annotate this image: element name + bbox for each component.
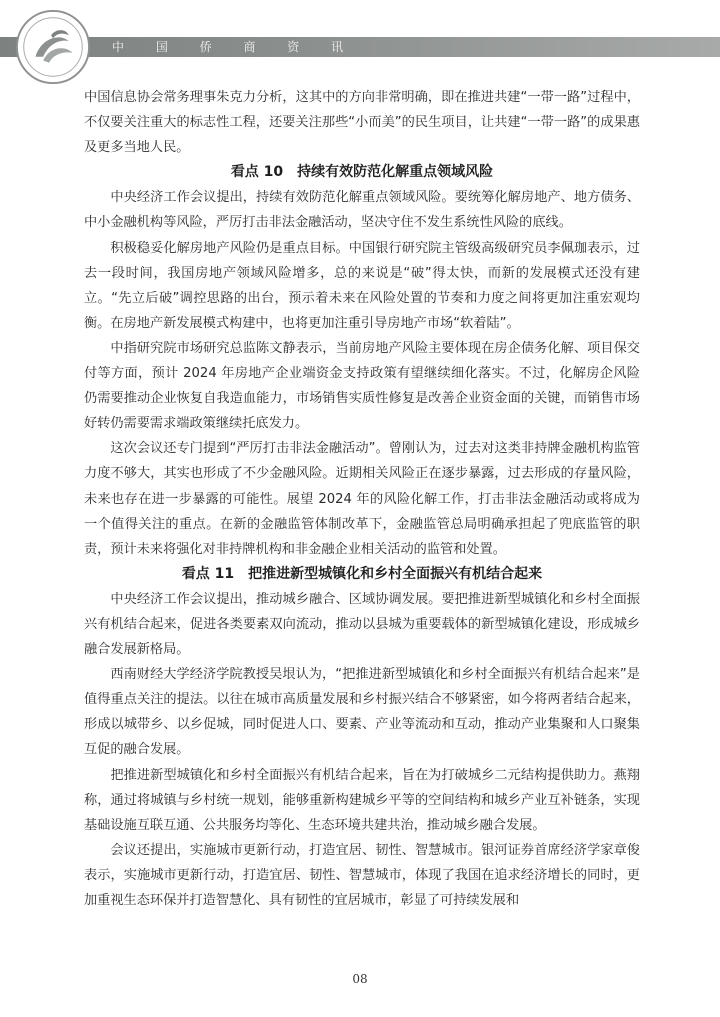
header-title: 中 国 侨 商 资 讯: [112, 40, 358, 54]
paragraph: 这次会议还专门提到“严厉打击非法金融活动”。曾刚认为，过去对这类非持牌金融机构监管力度不够大，其实也形成了不少金融风险。近期相关风险正在逐步暴露，过去形成的存量风险，未来也存在进一步暴露的可能性。展望 2024 年的风险化解工作，打击非法金融活动或将成为一个值得关注的重点。在新的金融监管体制改革下，金融监管总局明确承担起了兜底监管的职责，预计未来将强化对非持牌机构和非金融企业相关活动的监管和处置。: [84, 441, 640, 557]
paragraph: 中指研究院市场研究总监陈文静表示，当前房地产风险主要体现在房企债务化解、项目保交付等方面，预计 2024 年房地产企业端资金支持政策有望继续细化落实。不过，化解房企风险仍需要推动企业恢复自我造血能力，市场销售实质性修复是改善企业资金面的关键，而销售市场好转仍需要需求端政策继续托底发力。: [84, 340, 640, 432]
section-heading: 看点 11 把推进新型城镇化和乡村全面振兴有机结合起来: [181, 565, 543, 582]
paragraph: 中央经济工作会议提出，持续有效防范化解重点领域风险。要统筹化解房地产、地方债务、中小金融机构等风险，严厉打击非法金融活动，坚决守住不发生系统性风险的底线。: [84, 190, 640, 231]
paragraph: 中国信息协会常务理事朱克力分析，这其中的方向非常明确，即在推进共建“一带一路”过程中，不仅要关注重大的标志性工程，还要关注那些“小而美”的民生项目，让共建“一带一路”的成果惠及更多当地人民。: [84, 90, 640, 156]
paragraph: 中央经济工作会议提出，推动城乡融合、区域协调发展。要把推进新型城镇化和乡村全面振兴有机结合起来，促进各类要素双向流动，推动以县城为重要载体的新型城镇化建设，形成城乡融合发展新格局。: [84, 591, 640, 658]
paragraph: 西南财经大学经济学院教授吴垠认为，“把推进新型城镇化和乡村全面振兴有机结合起来”是值得重点关注的提法。以往在城市高质量发展和乡村振兴结合不够紧密，如今将两者结合起来，形成以城带乡、以乡促城，同时促进人口、要素、产业等流动和互动，推动产业集聚和人口聚集互促的融合发展。: [84, 667, 640, 758]
header-band: [0, 37, 720, 57]
article-body: [84, 85, 640, 913]
paragraph: 会议还提出，实施城市更新行动，打造宜居、韧性、智慧城市。银河证券首席经济学家章俊表示，实施城市更新行动，打造宜居、韧性、智慧城市，体现了我国在追求经济增长的同时，更加重视生态环保并打造智慧化、具有韧性的宜居城市，彰显了可持续发展和: [84, 842, 640, 908]
paragraph: 把推进新型城镇化和乡村全面振兴有机结合起来，旨在为打破城乡二元结构提供助力。燕翔称，通过将城镇与乡村统一规划，能够重新构建城乡平等的空间结构和城乡产业互补链条，实现基础设施互联互通、公共服务均等化、生态环境共建共治，推动城乡融合发展。: [84, 767, 640, 833]
paragraph: 积极稳妥化解房地产风险仍是重点目标。中国银行研究院主管级高级研究员李佩珈表示，过去一段时间，我国房地产领域风险增多，总的来说是“破”得太快，而新的发展模式还没有建立。“先立后破”调控思路的出台，预示着未来在风险处置的节奏和力度之间将更加注重宏观均衡。在房地产新发展模式构建中，也将更加注重引导房地产市场“软着陆”。: [84, 240, 640, 331]
page-number: 08: [352, 972, 368, 986]
section-heading: 看点 10 持续有效防范化解重点领域风险: [230, 164, 494, 181]
association-logo-icon: [14, 8, 92, 86]
